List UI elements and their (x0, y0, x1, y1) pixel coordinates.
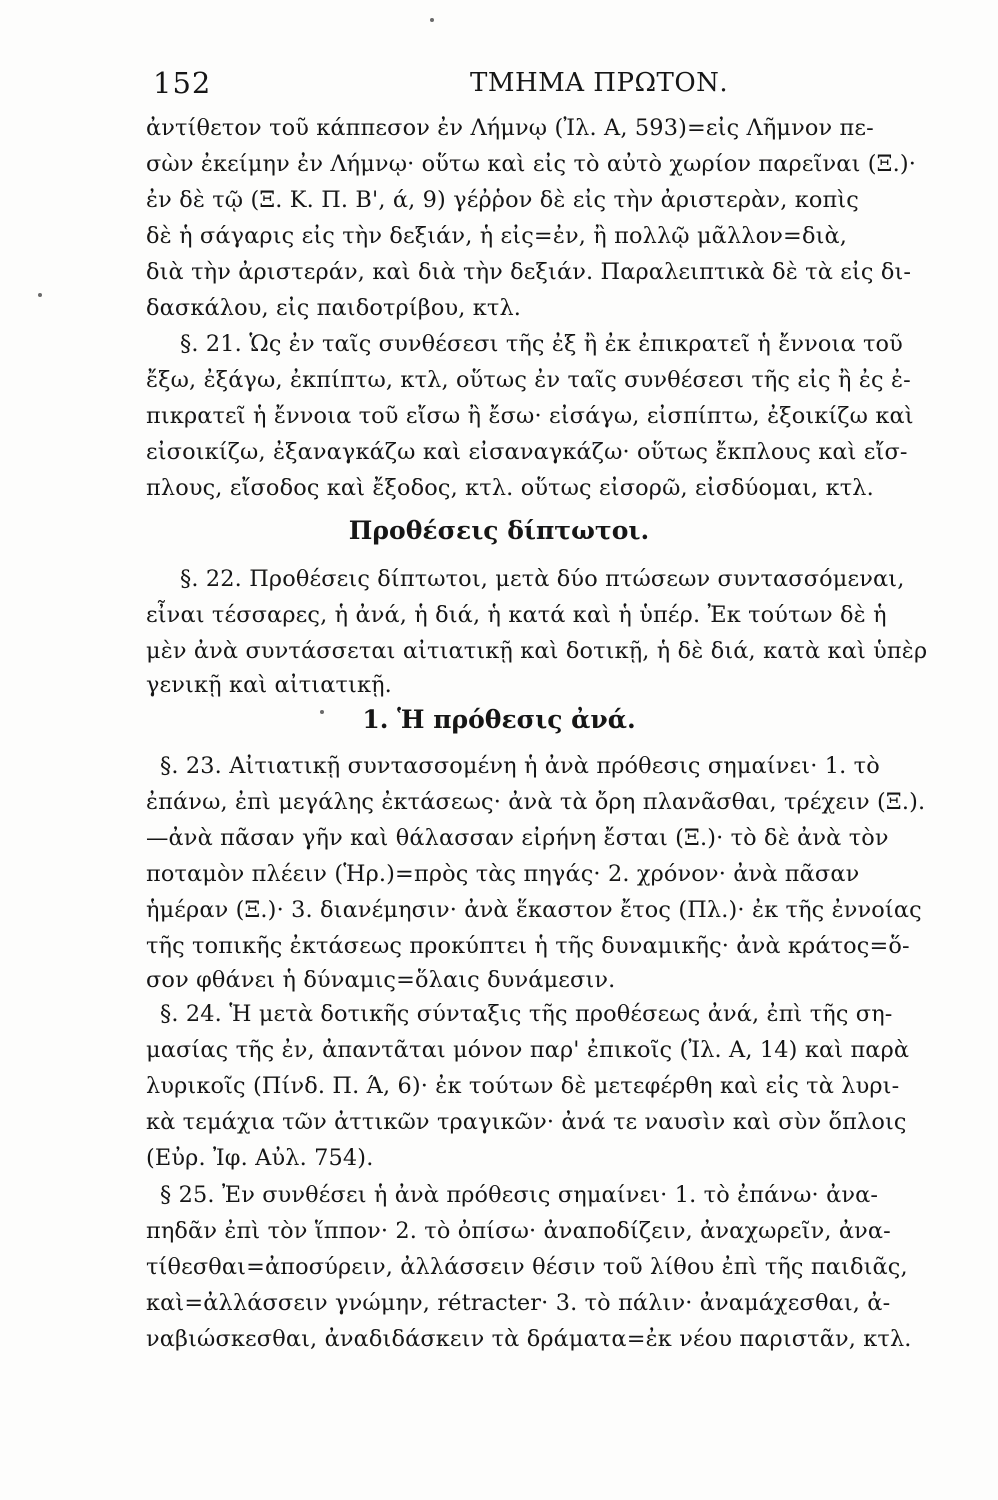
text-line: τῆς τοπικῆς ἐκτάσεως προκύπτει ἡ τῆς δυναμικῆς· ἀνὰ κράτος=ὅ- (146, 933, 910, 959)
paper-speck (38, 293, 42, 297)
text-line: (Εὐρ. Ἰφ. Αὐλ. 754). (146, 1145, 374, 1171)
text-line: πικρατεῖ ἡ ἔννοια τοῦ εἴσω ἢ ἔσω· εἰσάγω, εἰσπίπτω, ἐξοικίζω καὶ (146, 403, 914, 429)
paragraph-24-start: §. 24. Ἡ μετὰ δοτικῆς σύνταξις τῆς προθέσεως ἀνά, ἐπὶ τῆς ση- (160, 1001, 893, 1027)
text-line: γενικῇ καὶ αἰτιατικῇ. (146, 672, 392, 698)
paper-speck (430, 18, 434, 22)
text-line: μὲν ἀνὰ συντάσσεται αἰτιατικῇ καὶ δοτικῇ, ἡ δὲ διά, κατὰ καὶ ὑπὲρ (146, 638, 928, 664)
paragraph-21-start: §. 21. Ὡς ἐν ταῖς συνθέσεσι τῆς ἐξ ἢ ἐκ ἐπικρατεῖ ἡ ἔννοια τοῦ (180, 331, 903, 357)
paragraph-25-start: § 25. Ἐν συνθέσει ἡ ἀνὰ πρόθεσις σημαίνει· 1. τὸ ἐπάνω· ἀνα- (160, 1182, 879, 1208)
text-line: καὶ=ἀλλάσσειν γνώμην, rétracter· 3. τὸ πάλιν· ἀναμάχεσθαι, ἀ- (146, 1290, 891, 1316)
text-line: σον φθάνει ἡ δύναμις=ὅλαις δυνάμεσιν. (146, 967, 616, 993)
text-line: τίθεσθαι=ἀποσύρειν, ἀλλάσσειν θέσιν τοῦ λίθου ἐπὶ τῆς παιδιᾶς, (146, 1254, 908, 1280)
text-line: δὲ ἡ σάγαρις εἰς τὴν δεξιάν, ἡ εἰς=ἐν, ἢ πολλῷ μᾶλλον=διὰ, (146, 223, 848, 249)
text-line: ἡμέραν (Ξ.)· 3. διανέμησιν· ἀνὰ ἕκαστον ἔτος (Πλ.)· ἐκ τῆς ἐννοίας (146, 897, 922, 923)
page-number: 152 (153, 66, 212, 100)
text-line: ἔξω, ἐξάγω, ἐκπίπτω, κτλ, οὕτως ἐν ταῖς συνθέσεσι τῆς εἰς ἢ ἐς ἐ- (146, 367, 911, 393)
text-line: διὰ τὴν ἀριστεράν, καὶ διὰ τὴν δεξιάν. Παραλειπτικὰ δὲ τὰ εἰς δι- (146, 259, 912, 285)
text-line: πηδᾶν ἐπὶ τὸν ἵππον· 2. τὸ ὀπίσω· ἀναποδίζειν, ἀναχωρεῖν, ἀνα- (146, 1218, 891, 1244)
paragraph-23-start: §. 23. Αἰτιατικῇ συντασσομένη ἡ ἀνὰ πρόθεσις σημαίνει· 1. τὸ (160, 753, 880, 779)
section-heading-ana: 1. Ἡ πρόθεσις ἀνά. (362, 705, 636, 734)
text-line: κὰ τεμάχια τῶν ἀττικῶν τραγικῶν· ἀνά τε ναυσὶν καὶ σὺν ὅπλοις (146, 1109, 907, 1135)
text-line: δασκάλου, εἰς παιδοτρίβου, κτλ. (146, 295, 522, 321)
text-line: μασίας τῆς ἐν, ἀπαντᾶται μόνον παρ' ἐπικοῖς (Ἰλ. Α, 14) καὶ παρὰ (146, 1037, 910, 1063)
paper-speck (320, 710, 324, 714)
text-line: εἶναι τέσσαρες, ἡ ἀνά, ἡ διά, ἡ κατά καὶ ἡ ὑπέρ. Ἐκ τούτων δὲ ἡ (146, 602, 887, 628)
text-line: ποταμὸν πλέειν (Ἡρ.)=πρὸς τὰς πηγάς· 2. χρόνον· ἀνὰ πᾶσαν (146, 861, 860, 887)
text-line: ἀντίθετον τοῦ κάππεσον ἐν Λήμνῳ (Ἰλ. Α, 593)=εἰς Λῆμνον πε- (146, 115, 874, 141)
text-line: εἰσοικίζω, ἐξαναγκάζω καὶ εἰσαναγκάζω· οὕτως ἔκπλους καὶ εἴσ- (146, 439, 908, 465)
text-line: ναβιώσκεσθαι, ἀναδιδάσκειν τὰ δράματα=ἐκ νέου παριστᾶν, κτλ. (146, 1326, 912, 1352)
section-heading-diptotic: Προθέσεις δίπτωτοι. (348, 516, 650, 545)
text-line: λυρικοῖς (Πίνδ. Π. Ά, 6)· ἐκ τούτων δὲ μετεφέρθη καὶ εἰς τὰ λυρι- (146, 1073, 900, 1099)
text-line: πλους, εἴσοδος καὶ ἔξοδος, κτλ. οὕτως εἰσορῶ, εἰσδύομαι, κτλ. (146, 475, 874, 501)
text-line: σὼν ἐκείμην ἐν Λήμνῳ· οὕτω καὶ εἰς τὸ αὐτὸ χωρίον παρεῖναι (Ξ.)· (146, 151, 916, 177)
text-line: ἐν δὲ τῷ (Ξ. Κ. Π. Β', ά, 9) γέῤῥον δὲ εἰς τὴν ἀριστερὰν, κοπὶς (146, 187, 859, 213)
running-title: ΤΜΗΜΑ ΠΡΩΤΟΝ. (470, 68, 729, 98)
text-line: ἐπάνω, ἐπὶ μεγάλης ἐκτάσεως· ἀνὰ τὰ ὄρη πλανᾶσθαι, τρέχειν (Ξ.). (146, 789, 926, 815)
paragraph-22-start: §. 22. Προθέσεις δίπτωτοι, μετὰ δύο πτώσεων συντασσόμεναι, (180, 566, 905, 592)
text-line: —ἀνὰ πᾶσαν γῆν καὶ θάλασσαν εἰρήνη ἔσται (Ξ.)· τὸ δὲ ἀνὰ τὸν (146, 825, 889, 851)
